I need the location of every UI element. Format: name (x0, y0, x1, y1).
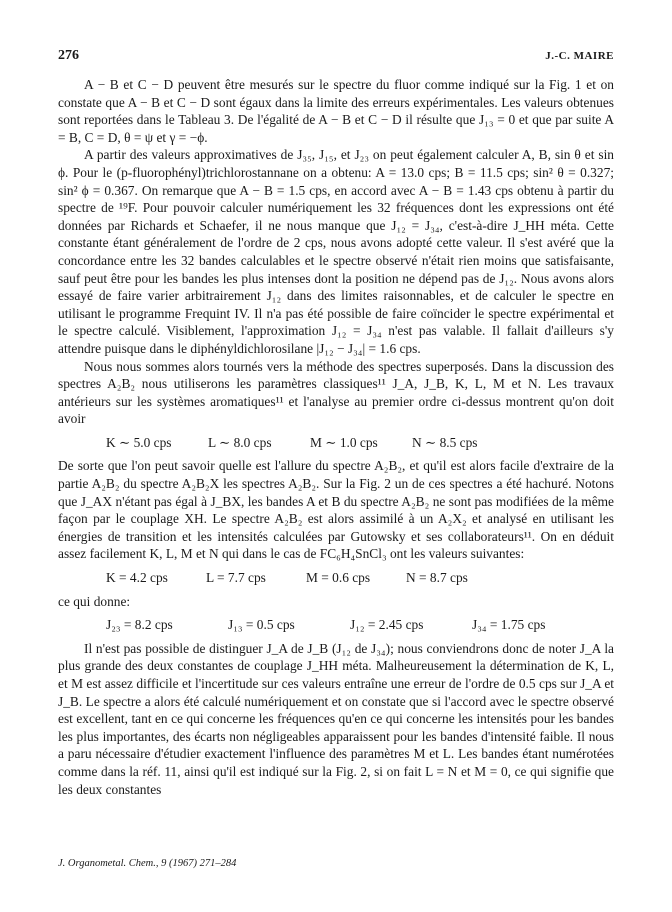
equation-measured-values (58, 569, 614, 587)
eq-n-value: N = 8.7 cps (406, 570, 468, 586)
paragraph-5: Il n'est pas possible de distinguer J_A de J_B (J₁₂ de J₃₄); nous conviendrons donc de noter J_A la plus grande des deux constantes de couplage J_HH méta. Malheureusement la détermination de K, L, et M est assez difficile et l'incertitude sur ces valeurs entraîne une erreur de l'ordre de 0.5 cps sur J_A et J_B. Le spectre a alors été calculé numériquement et on constate que si l'accord avec le spectre observé est excellent, tant en ce qui concerne les fréquences qu'en ce qui concerne les intensités pour les bandes les plus importantes, des écarts non négligeables apparaissent pour les bandes d'intensité faible. Il nous a paru nécessaire d'étudier exactement l'influence des paramètres M et L. Les bandes étant numérotées comme dans la réf. 11, ainsi qu'il est indiqué sur la Fig. 2, si on fait L = N et M = 0, ce qui signifie que les deux constantes (58, 640, 614, 797)
eq-j23: J₂₃ = 8.2 cps (106, 617, 173, 633)
paragraph-4: De sorte que l'on peut savoir quelle est l'allure du spectre A₂B₂, et qu'il est alors facile d'extraire de la partie A₂B₂ du spectre A₂B₂X les spectres A₂B₂. Sur la Fig. 2 un de ces spectres a été hachuré. Notons que J_AX n'étant pas égal à J_BX, les bandes A et B du spectre A₂B₂ ne sont pas modifiées de la même façon par le couplage XH. Le spectre A₂B₂ est alors assimilé à un A₂X₂ et analysé en utilisant les énergies de transition et les intensités calculées par Gutowsky et ses collaborateurs¹¹. On en déduit assez facilement K, L, M et N qui dans le cas de FC₆H₄SnCl₃ ont les valeurs suivantes: (58, 458, 614, 562)
paragraph-3: Nous nous sommes alors tournés vers la méthode des spectres superposés. Dans la discussion des spectres A₂B₂ nous utiliserons les paramètres classiques¹¹ J_A, J_B, K, L, M et N. Les travaux antérieurs sur les systèmes aromatiques¹¹ et l'analyse au premier ordre ci-dessus montrent qu'on doit avoir (58, 358, 614, 427)
eq-j34: J₃₄ = 1.75 cps (472, 617, 546, 633)
running-header-author: J.-C. MAIRE (545, 50, 614, 62)
eq-m-approx: M ∼ 1.0 cps (310, 434, 378, 450)
eq-k-value: K = 4.2 cps (106, 570, 168, 586)
eq-j13: J₁₃ = 0.5 cps (228, 617, 295, 633)
paragraph-2: A partir des valeurs approximatives de J₃₅, J₁₅, et J₂₃ on peut également calculer A, B, sin θ et sin ϕ. Pour le (p-fluorophényl)trichlorostannane on a obtenu: A = 13.0 cps; B = 11.5 cps; sin² θ = 0.327; sin² ϕ = 0.367. On remarque que A − B = 1.5 cps, en accord avec A − B = 1.43 cps obtenu à partir du spectre de ¹⁹F. Pour pouvoir calculer numériquement les 32 fréquences dont les expressions ont été données par Richards et Schaefer, il ne nous manque que J₁₂ = J₃₄, c'est-à-dire J_HH méta. Cette constante étant généralement de l'ordre de 2 cps, nous avons adopté cette valeur. Il s'est avéré que la concordance entre les 32 bandes calculables et le spectre observé n'était rien moins que satisfaisante, sauf peut être pour les bandes les plus intenses dont la position ne dépend pas de J₁₂. Nous avons alors essayé de faire varier arbitrairement J₁₂ dans des limites raisonnables, et de calculer le spectre en utilisant le programme Frequint IV. Il n'a pas été possible de faire coïncider le spectre expérimental et le spectre calculé. Visiblement, l'approximation J₁₂ = J₃₄ n'est pas valable. Il fallait d'ailleurs s'y attendre puisque dans le diphényldichlorosilane |J₁₂ − J₃₄| = 1.6 cps. (58, 147, 614, 356)
journal-citation-footer: J. Organometal. Chem., 9 (1967) 271–284 (58, 858, 237, 869)
eq-k-approx: K ∼ 5.0 cps (106, 434, 172, 450)
equation-coupling-constants (58, 616, 614, 634)
page-number: 276 (58, 48, 79, 63)
body-text (58, 76, 614, 798)
eq-n-approx: N ∼ 8.5 cps (412, 434, 478, 450)
eq-j12: J₁₂ = 2.45 cps (350, 617, 424, 633)
ce-qui-donne: ce qui donne: (58, 593, 131, 609)
eq-l-value: L = 7.7 cps (206, 570, 266, 586)
equation-approx-values (58, 434, 614, 452)
eq-l-approx: L ∼ 8.0 cps (208, 434, 272, 450)
eq-m-value: M = 0.6 cps (306, 570, 371, 586)
paragraph-1: A − B et C − D peuvent être mesurés sur le spectre du fluor comme indiqué sur la Fig. 1 et on constate que A − B et C − D sont égaux dans la limite des erreurs expérimentales. Les valeurs obtenues sont reportées dans le Tableau 3. De l'égalité de A − B et C − D il résulte que J₁₃ = 0 et que par suite A = B, C = D, θ = ψ et γ = −ϕ. (58, 77, 614, 145)
